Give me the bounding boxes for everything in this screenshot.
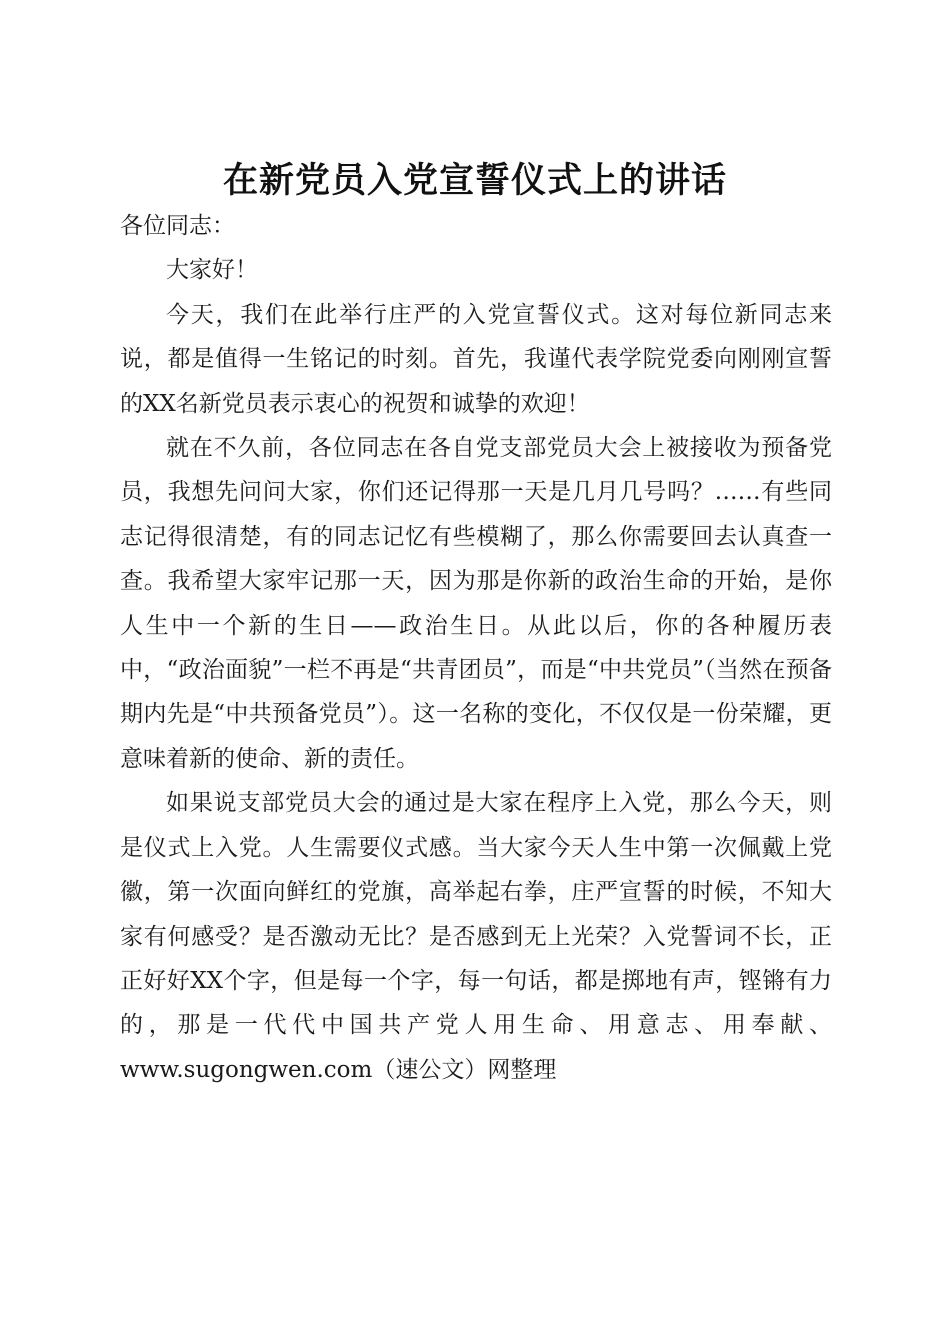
document-body: [120, 204, 832, 1092]
salutation: 各位同志：: [120, 213, 235, 239]
paragraph-opening: 今天，我们在此举行庄严的入党宣誓仪式。这对每位新同志来说，都是值得一生铭记的时刻。首先，我谨代表学院党委向刚刚宣誓的XX名新党员表示衷心的祝贺和诚挚的欢迎！: [120, 301, 832, 417]
paragraph-ceremony: 如果说支部党员大会的通过是大家在程序上入党，那么今天，则是仪式上入党。人生需要仪式感。当大家今天人生中第一次佩戴上党徽，第一次面向鲜红的党旗，高举起右拳，庄严宣誓的时候，不知大家有何感受？是否激动无比？是否感到无上光荣？入党誓词不长，正正好好XX个字，但是每一个字，每一句话，都是掷地有声，铿锵有力的，那是一代代中国共产党人用生命、用意志、用奉献、www.sugongwen.com（速公文）网整理: [120, 790, 832, 1083]
paragraph-greeting: 大家好！: [166, 257, 258, 284]
paragraph-political-birthday: 就在不久前，各位同志在各自党支部党员大会上被接收为预备党员，我想先问问大家，你们还记得那一天是几月几号吗？……有些同志记得很清楚，有的同志记忆有些模糊了，那么你需要回去认真查一查。我希望大家牢记那一天，因为那是你新的政治生命的开始，是你人生中一个新的生日——政治生日。从此以后，你的各种履历表中，“政治面貌”一栏不再是“共青团员”，而是“中共党员”（当然在预备期内先是“中共预备党员”）。这一名称的变化，不仅仅是一份荣耀，更意味着新的使命、新的责任。: [120, 435, 832, 772]
document-title: 在新党员入党宣誓仪式上的讲话: [222, 160, 727, 202]
